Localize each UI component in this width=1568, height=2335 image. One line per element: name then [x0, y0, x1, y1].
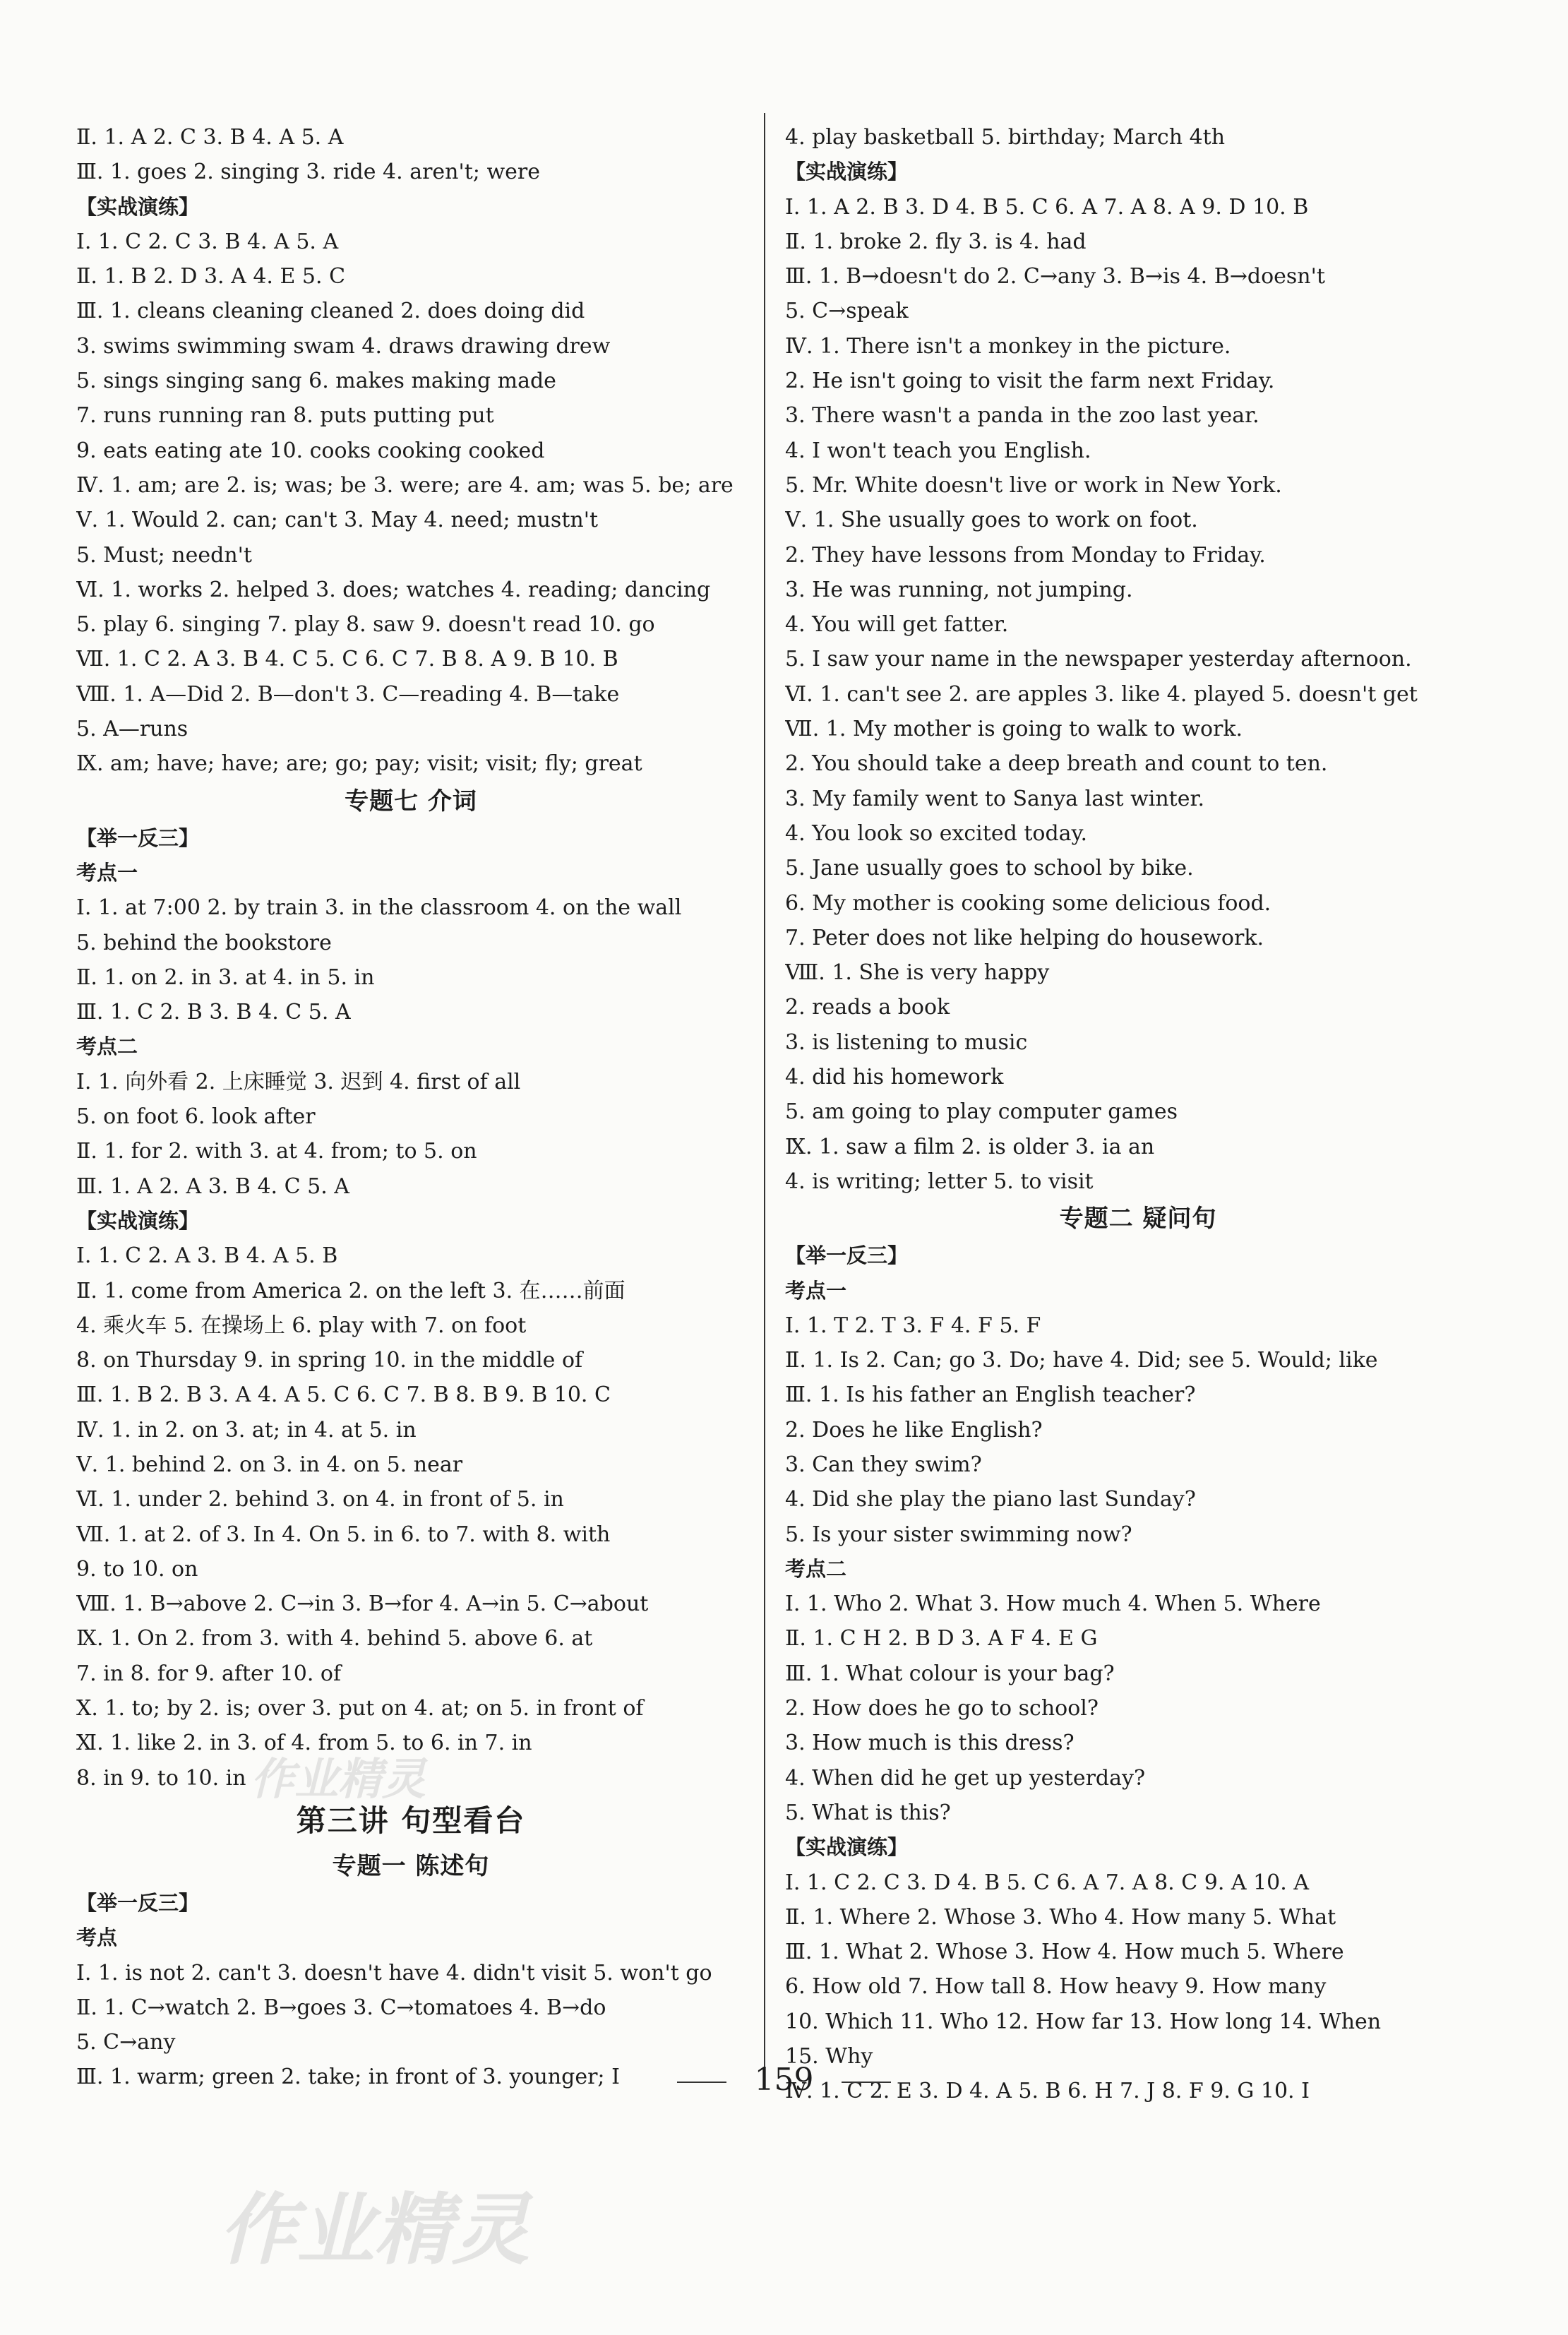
answer-line: 7. runs running ran 8. puts putting put — [76, 403, 494, 429]
answer-line: 3. is listening to music — [785, 1029, 1028, 1055]
answer-line: Ⅲ. 1. warm; green 2. take; in front of 3. younger; I — [76, 2065, 620, 2090]
answer-line: 4. 乘火车 5. 在操场上 6. play with 7. on foot — [76, 1313, 527, 1338]
keypoint-heading: 考点一 — [785, 1278, 847, 1303]
section-label: 【实战演练】 — [76, 194, 200, 219]
answer-line: Ⅰ. 1. 向外看 2. 上床睡觉 3. 迟到 4. first of all — [76, 1069, 521, 1094]
answer-line: Ⅸ. 1. On 2. from 3. with 4. behind 5. above 6. at — [76, 1626, 593, 1652]
answer-line: Ⅳ. 1. There isn't a monkey in the picture. — [785, 333, 1231, 359]
right-column — [785, 120, 1491, 2109]
topic-heading: 专题一 陈述句 — [332, 1851, 490, 1880]
answer-line: Ⅹ. 1. to; by 2. is; over 3. put on 4. at; on 5. in front of — [76, 1696, 644, 1721]
answer-line: Ⅺ. 1. like 2. in 3. of 4. from 5. to 6. in 7. in — [76, 1731, 532, 1756]
answer-line: 5. Is your sister swimming now? — [785, 1522, 1132, 1547]
section-label: 【实战演练】 — [785, 1835, 909, 1860]
answer-line: 5. A—runs — [76, 717, 188, 742]
answer-line: Ⅲ. 1. goes 2. singing 3. ride 4. aren't; were — [76, 160, 540, 185]
answer-line: 5. C→any — [76, 2030, 176, 2055]
answer-line: Ⅳ. 1. C 2. E 3. D 4. A 5. B 6. H 7. J 8. F 9. G 10. I — [785, 2079, 1310, 2104]
section-label: 【举一反三】 — [76, 1890, 200, 1915]
answer-line: Ⅱ. 1. B 2. D 3. A 4. E 5. C — [76, 264, 346, 289]
answer-line: 5. C→speak — [785, 299, 909, 324]
watermark-logo-large: 作业精灵 — [219, 2185, 529, 2275]
answer-line: 2. He isn't going to visit the farm next Friday. — [785, 369, 1275, 394]
answer-line: Ⅲ. 1. B 2. B 3. A 4. A 5. C 6. C 7. B 8. B 9. B 10. C — [76, 1383, 611, 1408]
answer-line: Ⅱ. 1. C H 2. B D 3. A F 4. E G — [785, 1626, 1098, 1652]
answer-line: 15. Why — [785, 2044, 873, 2070]
answer-line: Ⅴ. 1. She usually goes to work on foot. — [785, 508, 1198, 533]
answer-line: 5. I saw your name in the newspaper yesterday afternoon. — [785, 647, 1412, 672]
answer-line: 5. Must; needn't — [76, 542, 252, 568]
answer-line: Ⅴ. 1. behind 2. on 3. in 4. on 5. near — [76, 1452, 463, 1477]
answer-line: Ⅲ. 1. C 2. B 3. B 4. C 5. A — [76, 1000, 351, 1025]
keypoint-heading: 考点一 — [76, 860, 138, 885]
answer-line: 5. play 6. singing 7. play 8. saw 9. doesn't read 10. go — [76, 612, 655, 638]
answer-line: Ⅰ. 1. is not 2. can't 3. doesn't have 4. didn't visit 5. won't go — [76, 1960, 712, 1985]
answer-line: 5. Mr. White doesn't live or work in New York. — [785, 472, 1282, 498]
keypoint-heading: 考点二 — [785, 1556, 847, 1581]
page-footer — [0, 2062, 1568, 2098]
answer-line: Ⅰ. 1. A 2. B 3. D 4. B 5. C 6. A 7. A 8. A 9. D 10. B — [785, 194, 1309, 220]
answer-line: 4. When did he get up yesterday? — [785, 1765, 1146, 1791]
page-number: 159 — [754, 2062, 814, 2098]
answer-line: Ⅰ. 1. C 2. C 3. D 4. B 5. C 6. A 7. A 8. C 9. A 10. A — [785, 1870, 1310, 1895]
answer-line: 10. Which 11. Who 12. How far 13. How long 14. When — [785, 2009, 1382, 2034]
answer-line: 3. How much is this dress? — [785, 1731, 1075, 1756]
answer-line: 4. did his homework — [785, 1065, 1004, 1090]
answer-line: Ⅵ. 1. can't see 2. are apples 3. like 4. played 5. doesn't get — [785, 681, 1418, 707]
answer-line: Ⅶ. 1. My mother is going to walk to work. — [785, 717, 1243, 742]
answer-line: Ⅰ. 1. at 7:00 2. by train 3. in the classroom 4. on the wall — [76, 895, 682, 921]
keypoint-heading: 考点二 — [76, 1034, 138, 1059]
answer-line: Ⅲ. 1. What 2. Whose 3. How 4. How much 5. Where — [785, 1940, 1344, 1965]
answer-line: 2. Does he like English? — [785, 1417, 1043, 1443]
answer-line: 3. Can they swim? — [785, 1452, 982, 1477]
answer-line: 2. reads a book — [785, 995, 950, 1020]
answer-line: 5. on foot 6. look after — [76, 1104, 316, 1130]
answer-line: Ⅰ. 1. C 2. C 3. B 4. A 5. A — [76, 229, 339, 254]
answer-line: Ⅱ. 1. Is 2. Can; go 3. Do; have 4. Did; see 5. Would; like — [785, 1348, 1378, 1373]
answer-line: 5. behind the bookstore — [76, 930, 332, 955]
topic-heading: 专题七 介词 — [345, 787, 477, 816]
answer-line: 4. You will get fatter. — [785, 612, 1009, 638]
answer-line: Ⅰ. 1. Who 2. What 3. How much 4. When 5. Where — [785, 1591, 1321, 1617]
answer-line: Ⅱ. 1. A 2. C 3. B 4. A 5. A — [76, 125, 344, 150]
section-label: 【实战演练】 — [785, 160, 909, 184]
answer-line: 5. What is this? — [785, 1800, 951, 1825]
answer-line: 9. eats eating ate 10. cooks cooking cooked — [76, 438, 545, 463]
answer-line: Ⅴ. 1. Would 2. can; can't 3. May 4. need; mustn't — [76, 508, 598, 533]
answer-line: Ⅶ. 1. C 2. A 3. B 4. C 5. C 6. C 7. B 8. A 9. B 10. B — [76, 647, 618, 672]
answer-line: Ⅵ. 1. under 2. behind 3. on 4. in front of 5. in — [76, 1487, 564, 1512]
answer-line: Ⅳ. 1. in 2. on 3. at; in 4. at 5. in — [76, 1417, 417, 1443]
answer-line: Ⅷ. 1. A—Did 2. B—don't 3. C—reading 4. B—take — [76, 681, 620, 707]
answer-line: 8. in 9. to 10. in — [76, 1765, 246, 1791]
answer-line: 2. They have lessons from Monday to Friday. — [785, 542, 1266, 568]
answer-line: Ⅸ. am; have; have; are; go; pay; visit; visit; fly; great — [76, 751, 642, 777]
answer-line: Ⅸ. 1. saw a film 2. is older 3. ia an — [785, 1134, 1155, 1159]
answer-line: 7. Peter does not like helping do housework. — [785, 925, 1264, 950]
answer-line: Ⅱ. 1. broke 2. fly 3. is 4. had — [785, 229, 1087, 254]
topic-heading: 专题二 疑问句 — [1059, 1205, 1217, 1234]
answer-line: Ⅲ. 1. A 2. A 3. B 4. C 5. A — [76, 1174, 349, 1199]
answer-line: 4. Did she play the piano last Sunday? — [785, 1487, 1196, 1512]
answer-line: 7. in 8. for 9. after 10. of — [76, 1661, 342, 1686]
answer-line: Ⅲ. 1. cleans cleaning cleaned 2. does doing did — [76, 299, 585, 324]
answer-line: Ⅲ. 1. B→doesn't do 2. C→any 3. B→is 4. B→doesn't — [785, 264, 1325, 289]
footer-dash-right — [842, 2082, 891, 2083]
answer-line: 3. There wasn't a panda in the zoo last year. — [785, 403, 1259, 429]
answer-line: 6. My mother is cooking some delicious food. — [785, 890, 1271, 916]
answer-line: 9. to 10. on — [76, 1556, 198, 1582]
answer-line: Ⅲ. 1. Is his father an English teacher? — [785, 1383, 1196, 1408]
answer-line: Ⅷ. 1. B→above 2. C→in 3. B→for 4. A→in 5. C→about — [76, 1591, 649, 1617]
answer-line: 4. is writing; letter 5. to visit — [785, 1169, 1094, 1194]
section-label: 【举一反三】 — [785, 1243, 909, 1268]
answer-line: 3. He was running, not jumping. — [785, 577, 1133, 602]
answer-line: 3. swims swimming swam 4. draws drawing drew — [76, 333, 611, 359]
column-divider — [764, 113, 765, 2076]
answer-line: Ⅶ. 1. at 2. of 3. In 4. On 5. in 6. to 7. with 8. with — [76, 1522, 611, 1547]
answer-line: Ⅷ. 1. She is very happy — [785, 960, 1050, 986]
answer-line: 6. How old 7. How tall 8. How heavy 9. How many — [785, 1974, 1327, 2000]
answer-line: Ⅱ. 1. C→watch 2. B→goes 3. C→tomatoes 4. B→do — [76, 1995, 606, 2020]
answer-line: Ⅲ. 1. What colour is your bag? — [785, 1661, 1115, 1686]
answer-line: 4. play basketball 5. birthday; March 4th — [785, 125, 1226, 150]
lecture-heading: 第三讲 句型看台 — [296, 1803, 526, 1838]
answer-line: 5. sings singing sang 6. makes making made — [76, 369, 556, 394]
section-label: 【实战演练】 — [76, 1208, 200, 1233]
answer-line: Ⅱ. 1. for 2. with 3. at 4. from; to 5. on — [76, 1139, 477, 1164]
watermark-logo: 作业精灵 — [251, 1753, 426, 1805]
answer-line: 2. You should take a deep breath and count to ten. — [785, 751, 1328, 777]
answer-line: Ⅱ. 1. come from America 2. on the left 3. 在……前面 — [76, 1278, 626, 1303]
answer-line: Ⅰ. 1. C 2. A 3. B 4. A 5. B — [76, 1243, 338, 1269]
answer-line: Ⅳ. 1. am; are 2. is; was; be 3. were; are 4. am; was 5. be; are — [76, 472, 734, 498]
keypoint-heading: 考点 — [76, 1925, 118, 1950]
answer-line: Ⅵ. 1. works 2. helped 3. does; watches 4. reading; dancing — [76, 577, 711, 602]
section-label: 【举一反三】 — [76, 825, 200, 850]
footer-dash-left — [677, 2082, 726, 2083]
answer-line: 3. My family went to Sanya last winter. — [785, 786, 1205, 811]
answer-line: 4. I won't teach you English. — [785, 438, 1091, 463]
answer-line: Ⅱ. 1. Where 2. Whose 3. Who 4. How many 5. What — [785, 1904, 1336, 1930]
answer-line: 5. am going to play computer games — [785, 1099, 1178, 1125]
answer-line: 2. How does he go to school? — [785, 1696, 1099, 1721]
answer-line: Ⅰ. 1. T 2. T 3. F 4. F 5. F — [785, 1313, 1041, 1338]
answer-line: 4. You look so excited today. — [785, 820, 1088, 846]
answer-line: 8. on Thursday 9. in spring 10. in the middle of — [76, 1348, 583, 1373]
answer-line: Ⅱ. 1. on 2. in 3. at 4. in 5. in — [76, 965, 375, 990]
answer-line: 5. Jane usually goes to school by bike. — [785, 856, 1194, 881]
